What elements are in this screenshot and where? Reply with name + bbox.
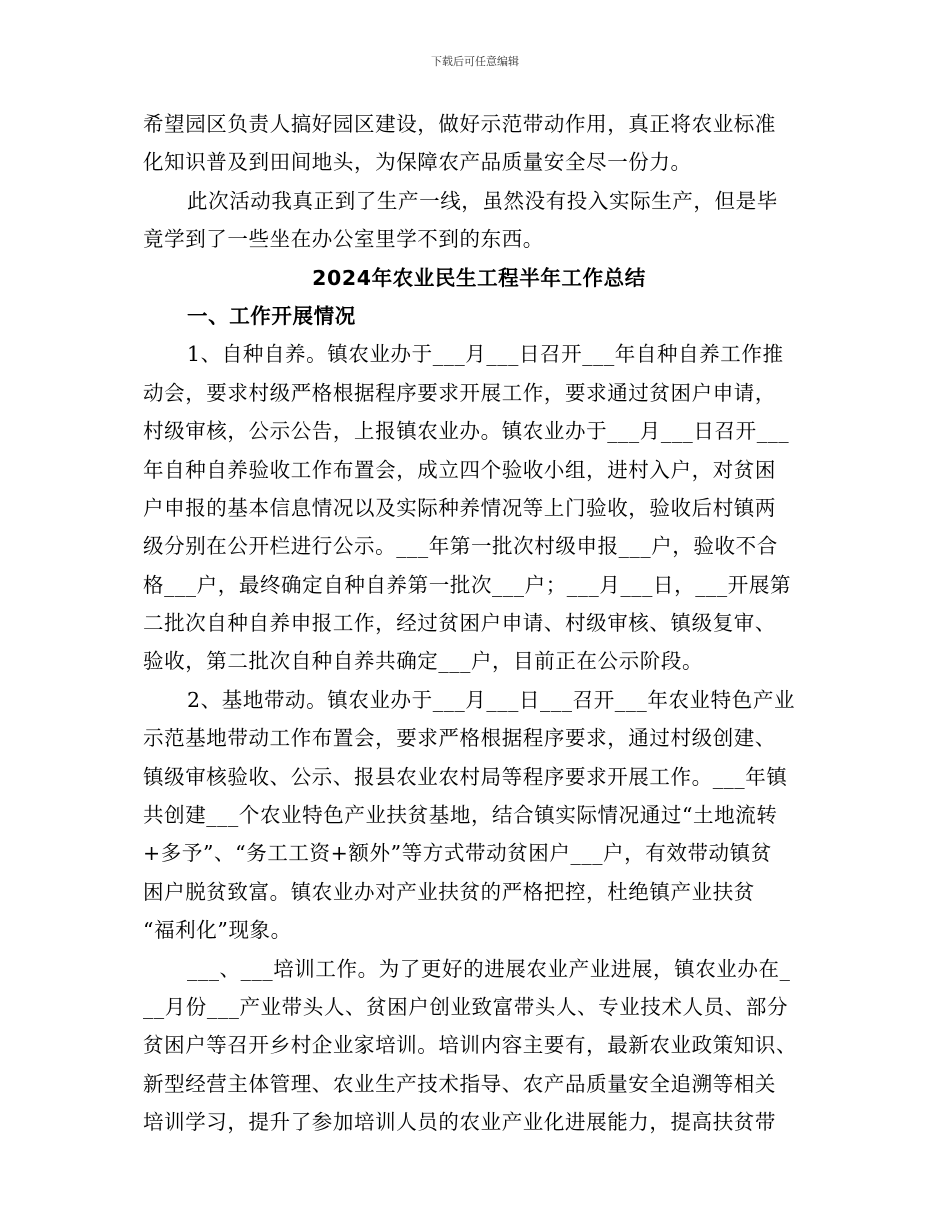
text-line: 镇级审核验收、公示、报县农业农村局等程序要求开展工作。___年镇 — [143, 764, 788, 789]
document-body — [143, 105, 815, 1142]
text-line: 困户脱贫致富。镇农业办对产业扶贫的严格把控，杜绝镇产业扶贫 — [143, 879, 755, 904]
text-line: 户申报的基本信息情况以及实际种养情况等上门验收，验收后村镇两 — [143, 495, 776, 520]
text-line: 示范基地带动工作布置会，要求严格根据程序要求，通过村级创建、 — [143, 726, 776, 751]
text-line: 1、自种自养。镇农业办于___月___日召开___年自种自养工作推 — [187, 342, 784, 367]
paragraph-training — [143, 950, 815, 1142]
text-line: 共创建___个农业特色产业扶贫基地，结合镇实际情况通过“土地流转 — [143, 803, 778, 828]
text-line: 级分别在公开栏进行公示。___年第一批次村级申报___户，验收不合 — [143, 534, 778, 559]
text-line: 化知识普及到田间地头，为保障农产品质量安全尽一份力。 — [143, 150, 692, 175]
text-line: 培训学习，提升了参加培训人员的农业产业化进展能力，提高扶贫带 — [143, 1110, 776, 1135]
text-line: “福利化”现象。 — [143, 918, 292, 943]
text-line: +多予”、“务工工资+额外”等方式带动贫困户___户，有效带动镇贫 — [143, 841, 772, 866]
text-line: 希望园区负责人搞好园区建设，做好示范带动作用，真正将农业标准 — [143, 112, 776, 136]
text-line: 二批次自种自养申报工作，经过贫困户申请、村级审核、镇级复审、 — [143, 611, 776, 636]
text-line: 新型经营主体管理、农业生产技术指导、农产品质量安全追溯等相关 — [143, 1071, 776, 1096]
paragraph-self-planting — [143, 335, 815, 681]
download-note: 下载后可任意编辑 — [431, 55, 519, 68]
text-line: 村级审核，公示公告，上报镇农业办。镇农业办于___月___日召开___ — [143, 419, 790, 444]
text-line: 格___户，最终确定自种自养第一批次___户；___月___日，___开展第 — [143, 572, 792, 597]
text-line: __月份___产业带头人、贫困户创业致富带头人、专业技术人员、部分 — [143, 994, 789, 1019]
text-line: 贫困户等召开乡村企业家培训。培训内容主要有，最新农业政策知识、 — [143, 1033, 798, 1058]
text-line: 此次活动我真正到了生产一线，虽然没有投入实际生产，但是毕 — [187, 188, 778, 213]
text-line: 竟学到了一些坐在办公室里学不到的东西。 — [143, 227, 544, 252]
text-line: 动会，要求村级严格根据程序要求开展工作，要求通过贫困户申请， — [143, 380, 776, 405]
section-heading: 一、工作开展情况 — [187, 303, 356, 328]
paragraph-park-construction — [143, 105, 815, 182]
text-line: ___、___培训工作。为了更好的进展农业产业进展，镇农业办在_ — [187, 956, 791, 981]
paragraph-activity-reflection — [143, 182, 815, 259]
text-line: 2、基地带动。镇农业办于___月___日___召开___年农业特色产业 — [187, 687, 796, 712]
document-title: 2024年农业民生工程半年工作总结 — [312, 265, 646, 290]
paragraph-base-driven — [143, 681, 815, 950]
text-line: 年自种自养验收工作布置会，成立四个验收小组，进村入户，对贫困 — [143, 457, 776, 482]
text-line: 验收，第二批次自种自养共确定___户，目前正在公示阶段。 — [143, 649, 704, 674]
